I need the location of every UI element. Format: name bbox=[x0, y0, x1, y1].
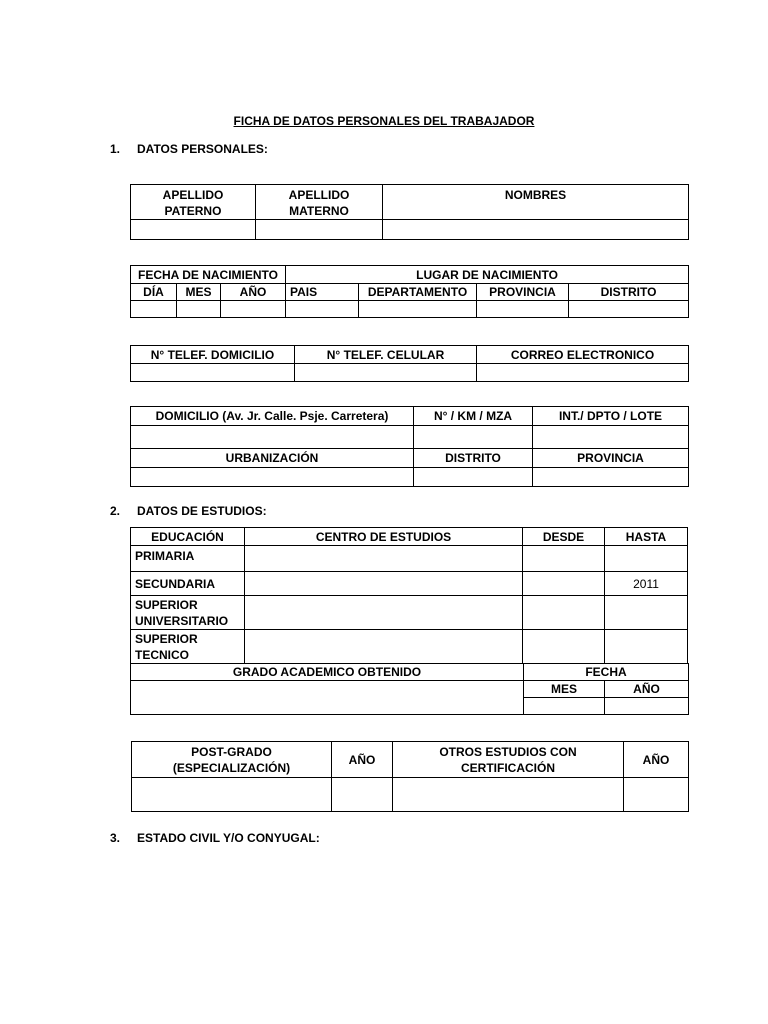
studies-table bbox=[130, 527, 688, 664]
departamento-header: DEPARTAMENTO bbox=[359, 284, 477, 301]
numero-field[interactable] bbox=[414, 426, 533, 449]
degree-mes-header: MES bbox=[524, 681, 605, 698]
document-title: FICHA DE DATOS PERSONALES DEL TRABAJADOR bbox=[233, 114, 535, 128]
centro-field[interactable] bbox=[245, 572, 523, 596]
degree-anio-header: AÑO bbox=[605, 681, 689, 698]
urbanizacion-field[interactable] bbox=[131, 468, 414, 487]
educacion-header: EDUCACIÓN bbox=[131, 528, 245, 546]
mes-field[interactable] bbox=[177, 301, 221, 318]
urbanizacion-header: URBANIZACIÓN bbox=[131, 449, 414, 468]
hasta-field[interactable] bbox=[605, 630, 688, 664]
names-table bbox=[130, 184, 689, 240]
hasta-field[interactable] bbox=[605, 596, 688, 630]
domicilio-field[interactable] bbox=[131, 426, 414, 449]
table-row bbox=[131, 630, 688, 664]
grado-field[interactable] bbox=[131, 681, 524, 715]
table-row bbox=[131, 572, 688, 596]
provincia-field[interactable] bbox=[477, 301, 569, 318]
postgrado-header: POST-GRADO (ESPECIALIZACIÓN) bbox=[132, 742, 332, 778]
birth-table bbox=[130, 265, 689, 318]
degree-mes-field[interactable] bbox=[524, 698, 605, 715]
education-level: SUPERIOR TECNICO bbox=[131, 630, 245, 664]
tel-domicilio-header: N° TELEF. DOMICILIO bbox=[131, 346, 295, 364]
otros-estudios-header: OTROS ESTUDIOS CON CERTIFICACIÓN bbox=[393, 742, 624, 778]
degree-anio-field[interactable] bbox=[605, 698, 689, 715]
fecha-header: FECHA bbox=[524, 664, 689, 681]
anio-field[interactable] bbox=[221, 301, 286, 318]
apellido-paterno-field[interactable] bbox=[131, 220, 256, 240]
pais-field[interactable] bbox=[286, 301, 359, 318]
otros-anio-header: AÑO bbox=[624, 742, 689, 778]
desde-field[interactable] bbox=[523, 630, 605, 664]
table-row bbox=[131, 596, 688, 630]
degree-table bbox=[130, 663, 689, 715]
hasta-header: HASTA bbox=[605, 528, 688, 546]
postgrad-table bbox=[131, 741, 689, 812]
postgrado-field[interactable] bbox=[132, 778, 332, 812]
section-label: DATOS DE ESTUDIOS: bbox=[137, 504, 267, 518]
contact-table bbox=[130, 345, 689, 382]
anio-header: AÑO bbox=[221, 284, 286, 301]
section-studies-heading bbox=[110, 504, 267, 518]
section-number: 3. bbox=[110, 831, 121, 845]
section-number: 1. bbox=[110, 142, 121, 156]
section-civil-heading bbox=[110, 831, 320, 845]
hasta-field[interactable] bbox=[605, 546, 688, 572]
education-level: SECUNDARIA bbox=[131, 572, 245, 596]
section-personal-heading bbox=[110, 142, 268, 156]
nombres-field[interactable] bbox=[383, 220, 689, 240]
desde-field[interactable] bbox=[523, 572, 605, 596]
centro-field[interactable] bbox=[245, 596, 523, 630]
tel-celular-field[interactable] bbox=[295, 364, 477, 382]
postgrado-anio-header: AÑO bbox=[332, 742, 393, 778]
section-number: 2. bbox=[110, 504, 121, 518]
apellido-paterno-header: APELLIDO PATERNO bbox=[131, 185, 256, 220]
hasta-field[interactable]: 2011 bbox=[605, 572, 688, 596]
distrito-field[interactable] bbox=[569, 301, 689, 318]
address-table bbox=[130, 406, 689, 487]
departamento-field[interactable] bbox=[359, 301, 477, 318]
distrito-header: DISTRITO bbox=[569, 284, 689, 301]
correo-field[interactable] bbox=[477, 364, 689, 382]
address-provincia-header: PROVINCIA bbox=[533, 449, 689, 468]
centro-field[interactable] bbox=[245, 546, 523, 572]
apellido-materno-header: APELLIDO MATERNO bbox=[256, 185, 383, 220]
interior-field[interactable] bbox=[533, 426, 689, 449]
education-level: SUPERIOR UNIVERSITARIO bbox=[131, 596, 245, 630]
nombres-header: NOMBRES bbox=[383, 185, 689, 220]
domicilio-header: DOMICILIO (Av. Jr. Calle. Psje. Carretera) bbox=[131, 407, 414, 426]
education-level: PRIMARIA bbox=[131, 546, 245, 572]
table-row bbox=[131, 546, 688, 572]
address-distrito-field[interactable] bbox=[414, 468, 533, 487]
dia-field[interactable] bbox=[131, 301, 177, 318]
desde-field[interactable] bbox=[523, 546, 605, 572]
correo-header: CORREO ELECTRONICO bbox=[477, 346, 689, 364]
lugar-nacimiento-header: LUGAR DE NACIMIENTO bbox=[286, 266, 689, 284]
numero-header: N° / KM / MZA bbox=[414, 407, 533, 426]
centro-header: CENTRO DE ESTUDIOS bbox=[245, 528, 523, 546]
postgrado-anio-field[interactable] bbox=[332, 778, 393, 812]
apellido-materno-field[interactable] bbox=[256, 220, 383, 240]
centro-field[interactable] bbox=[245, 630, 523, 664]
fecha-nacimiento-header: FECHA DE NACIMIENTO bbox=[131, 266, 286, 284]
tel-domicilio-field[interactable] bbox=[131, 364, 295, 382]
provincia-header: PROVINCIA bbox=[477, 284, 569, 301]
desde-field[interactable] bbox=[523, 596, 605, 630]
otros-anio-field[interactable] bbox=[624, 778, 689, 812]
tel-celular-header: N° TELEF. CELULAR bbox=[295, 346, 477, 364]
dia-header: DÍA bbox=[131, 284, 177, 301]
mes-header: MES bbox=[177, 284, 221, 301]
section-label: DATOS PERSONALES: bbox=[137, 142, 268, 156]
address-provincia-field[interactable] bbox=[533, 468, 689, 487]
pais-header: PAIS bbox=[286, 284, 359, 301]
grado-header: GRADO ACADEMICO OBTENIDO bbox=[131, 664, 524, 681]
desde-header: DESDE bbox=[523, 528, 605, 546]
otros-estudios-field[interactable] bbox=[393, 778, 624, 812]
address-distrito-header: DISTRITO bbox=[414, 449, 533, 468]
section-label: ESTADO CIVIL Y/O CONYUGAL: bbox=[137, 831, 320, 845]
interior-header: INT./ DPTO / LOTE bbox=[533, 407, 689, 426]
